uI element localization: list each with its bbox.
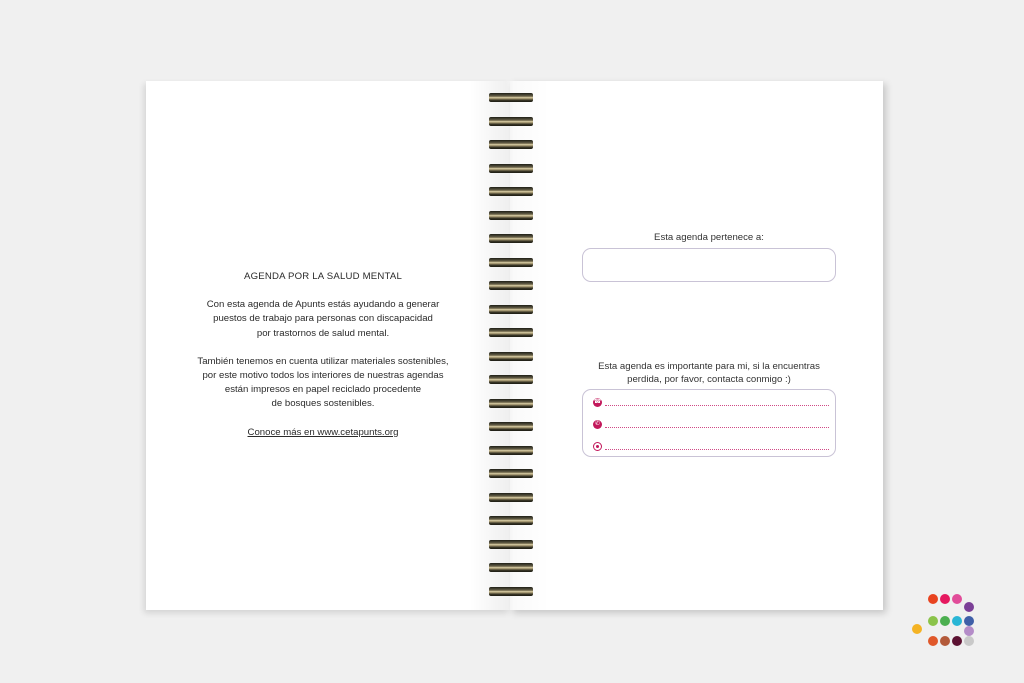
lost-message-line: Esta agenda es importante para mi, si la encuentras [598,361,820,372]
instagram-icon [593,442,602,451]
whatsapp-icon: ✆ [594,420,601,427]
spiral-ring [487,116,535,127]
spiral-ring [487,562,535,573]
logo-dot [952,594,962,604]
logo-dot [928,594,938,604]
spiral-ring [487,163,535,174]
spiral-ring [487,468,535,479]
brand-logo-dots [912,590,982,652]
spiral-binding [487,92,535,602]
contact-row-whatsapp[interactable] [593,418,829,430]
logo-dot [964,636,974,646]
paragraph-employment [150,298,496,341]
logo-dot [952,636,962,646]
spiral-ring [487,257,535,268]
logo-dot [964,616,974,626]
owner-name-field[interactable] [582,248,836,282]
dotted-line [605,443,829,450]
paragraph-sustainability [150,355,496,412]
phone-icon: ☎ [593,398,602,405]
website-link[interactable]: Conoce más en www.cetapunts.org [247,426,399,438]
spiral-ring [487,445,535,456]
spiral-ring [487,398,535,409]
contact-box [582,389,836,457]
contact-row-instagram[interactable] [593,440,829,452]
lost-message [582,360,836,386]
dotted-line [605,399,829,406]
logo-dot [940,616,950,626]
paragraph2-line: por este motivo todos los interiores de nuestras agendas [202,370,444,382]
spiral-ring [487,139,535,150]
logo-dot [964,602,974,612]
spiral-ring [487,586,535,597]
left-page-text [150,270,496,454]
logo-dot [912,624,922,634]
logo-dot [940,594,950,604]
paragraph2-line: También tenemos en cuenta utilizar materiales sostenibles, [197,355,449,367]
contact-row-phone[interactable] [593,396,829,408]
paragraph2-line: están impresos en papel reciclado procedente [224,384,422,396]
logo-dot [940,636,950,646]
paragraph1-line: por trastornos de salud mental. [256,327,390,339]
lost-message-line: perdida, por favor, contacta conmigo :) [627,374,791,385]
link-wrapper [150,426,496,440]
spiral-ring [487,539,535,550]
spiral-ring [487,186,535,197]
spiral-ring [487,280,535,291]
spiral-ring [487,492,535,503]
spiral-ring [487,421,535,432]
spiral-ring [487,92,535,103]
agenda-title: AGENDA POR LA SALUD MENTAL [243,271,403,282]
logo-dot [928,616,938,626]
spiral-ring [487,210,535,221]
spiral-ring [487,327,535,338]
spiral-ring [487,233,535,244]
dotted-line [605,421,829,428]
spiral-ring [487,304,535,315]
paragraph1-line: puestos de trabajo para personas con discapacidad [213,313,433,325]
spiral-ring [487,351,535,362]
paragraph1-line: Con esta agenda de Apunts estás ayudando a generar [206,299,440,311]
spiral-ring [487,515,535,526]
logo-dot [964,626,974,636]
right-page [510,81,883,610]
paragraph2-line: de bosques sostenibles. [271,398,375,410]
spiral-ring [487,374,535,385]
logo-dot [952,616,962,626]
owner-label: Esta agenda pertenece a: [654,232,764,243]
logo-dot [928,636,938,646]
